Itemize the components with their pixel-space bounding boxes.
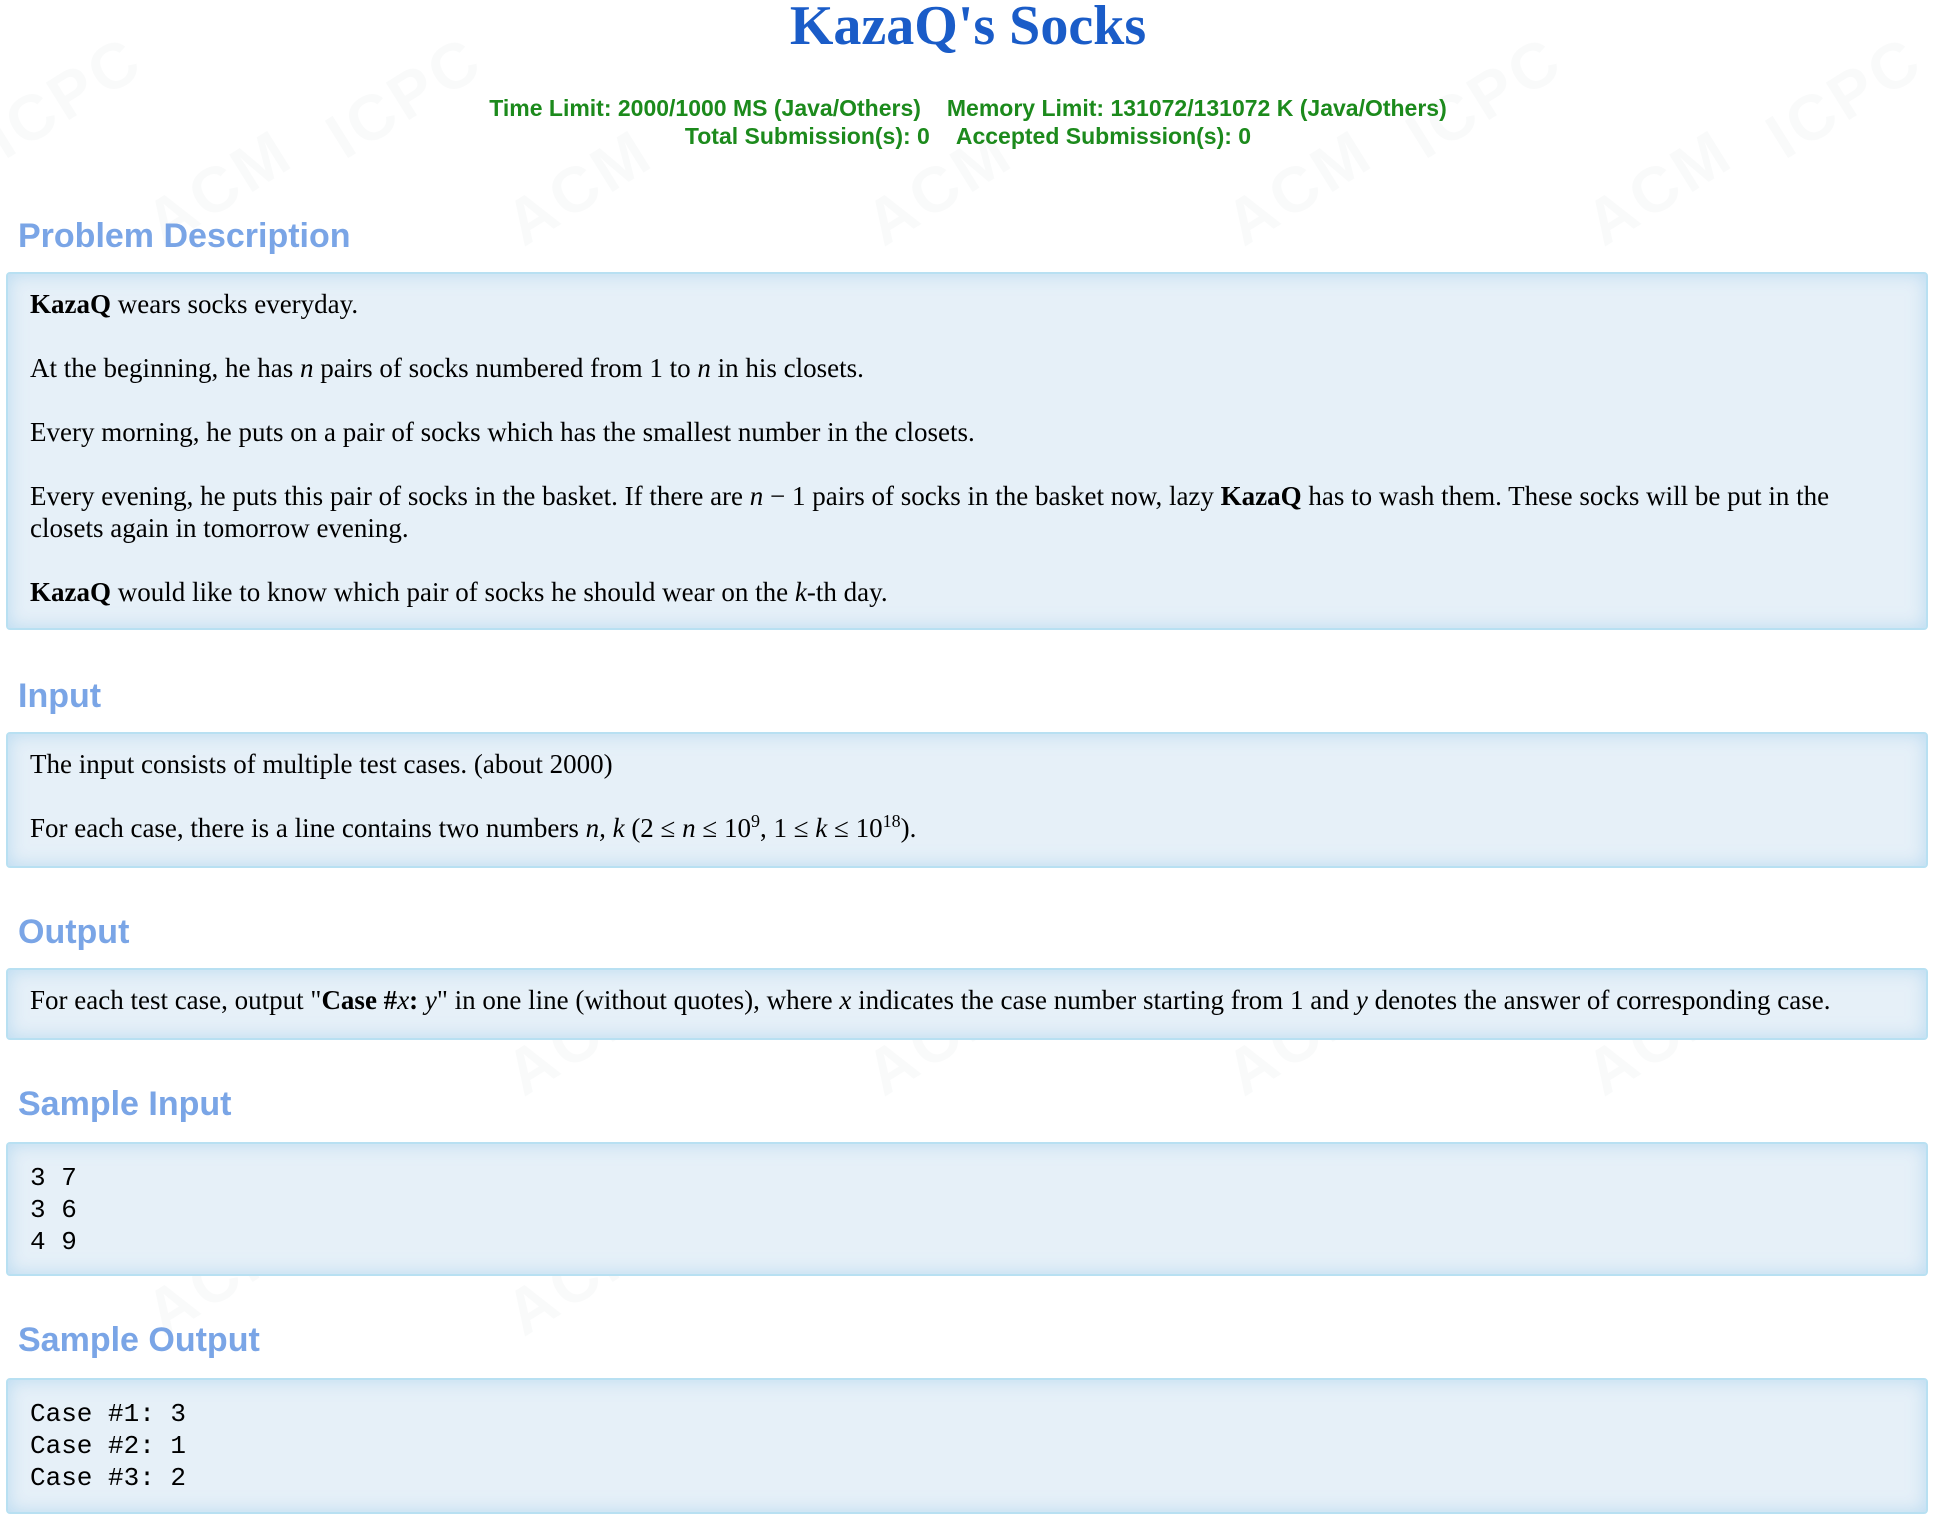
math-var: n [749,481,764,511]
text-span: to [662,353,698,383]
problem-limits [0,94,1936,150]
text-span: has to wash them. These socks will be put in the closets again in tomorrow evening. [30,481,1830,543]
description-paragraph [30,288,1904,320]
math-text: , 1 ≤ [759,813,816,843]
sample-input-code: 3 7 3 6 4 9 [30,1163,77,1257]
math-num: 1 [649,353,663,383]
text-span: pairs of socks in the basket now, lazy [805,481,1221,511]
section-title-description: Problem Description [18,217,351,255]
math-var: y [1355,985,1368,1015]
input-panel [6,732,1928,868]
section-title-sample-input: Sample Input [18,1085,232,1123]
name-kazaq: KazaQ [30,289,111,319]
name-kazaq: KazaQ [1220,481,1302,511]
text-span: and [1303,985,1356,1015]
case-label: Case # [321,985,398,1015]
text-span: For each test case, output " [30,985,322,1015]
memory-limit: Memory Limit: 131072/131072 K (Java/Others) [946,95,1447,121]
math-text: ). [900,813,917,843]
output-text [30,984,1904,1016]
text-span: -th day. [806,577,888,607]
problem-title: KazaQ's Socks [789,0,1147,57]
math-num: 1 [1289,985,1304,1015]
name-kazaq: KazaQ [30,577,111,607]
sample-output-code: Case #1: 3 Case #2: 1 Case #3: 2 [30,1399,187,1493]
math-text: ≤ 10 [827,813,883,843]
math-var: x [397,985,410,1015]
text-span: ) [603,749,613,779]
output-panel [6,968,1928,1040]
description-paragraph: Every morning, he puts on a pair of socks which has the smallest number in the closets. [30,417,975,447]
description-paragraph [30,352,1904,384]
sample-output-panel [6,1378,1928,1514]
text-span: For each case, there is a line contains two numbers [30,813,586,843]
math-var: y [424,985,437,1015]
description-paragraph [30,480,1904,544]
section-title-input: Input [18,677,102,715]
text-span: wears socks everyday. [111,289,359,319]
math-var: n, k [585,813,625,843]
text-span: Every evening, he puts this pair of socks in the basket. If there are [30,481,750,511]
accepted-submissions: Accepted Submission(s): 0 [955,123,1252,149]
case-colon: : [409,985,425,1015]
text-span: pairs of socks numbered from [313,353,650,383]
section-title-sample-output: Sample Output [18,1321,260,1359]
text-span: At the beginning, he has [30,353,300,383]
description-paragraph [30,576,1904,608]
sample-input-panel [6,1142,1928,1276]
text-span: in his closets. [710,353,864,383]
math-var: k [815,813,828,843]
text-span: indicates the case number starting from [851,985,1290,1015]
input-line [30,812,1904,844]
math-text: ≤ 10 [695,813,751,843]
math-num: 1 [792,481,806,511]
total-submissions: Total Submission(s): 0 [684,123,930,149]
text-span: The input consists of multiple test cases. (about [30,749,550,779]
math-num: 2000 [549,749,604,779]
input-line [30,748,1904,780]
math-var: n [697,353,711,383]
text-span: would like to know which pair of socks he should wear on the [111,577,795,607]
text-span: " in one line (without quotes), where [436,985,840,1015]
math-exponent: 9 [750,811,760,831]
math-exponent: 18 [882,811,901,831]
math-var: n [682,813,696,843]
time-limit: Time Limit: 2000/1000 MS (Java/Others) [489,95,921,121]
math-op: − [763,481,793,511]
math-var: k [794,577,807,607]
math-var: n [299,353,314,383]
description-panel [6,272,1928,630]
math-text: (2 ≤ [624,813,683,843]
text-span: denotes the answer of corresponding case. [1367,985,1831,1015]
section-title-output: Output [18,913,130,951]
math-var: x [839,985,852,1015]
